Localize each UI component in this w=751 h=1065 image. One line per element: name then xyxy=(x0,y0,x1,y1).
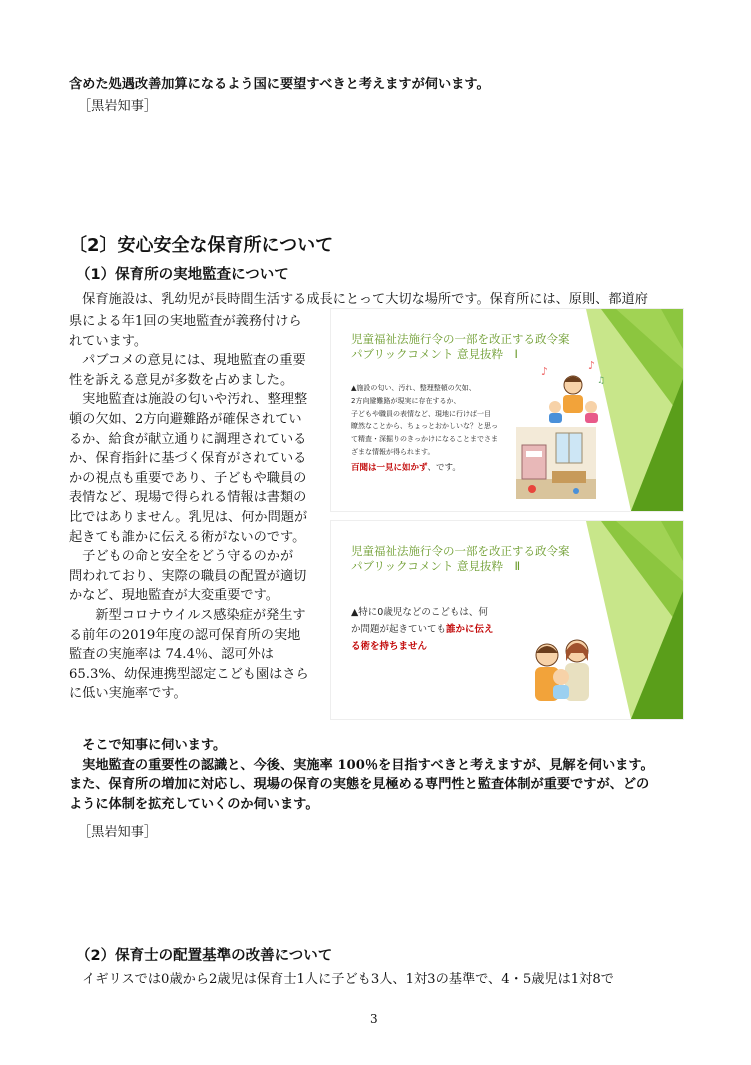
slide-1-emphasis-tail: 、です。 xyxy=(427,463,461,473)
question-line: そこで知事に伺います。 xyxy=(69,738,227,753)
answerer-label-2: ［黒岩知事］ xyxy=(78,825,158,840)
slide-1-text-line: て精査・深掘りのきっかけになることまでさま xyxy=(351,435,498,444)
intro-line: 保育施設は、乳幼児が長時間生活する成長にとって大切な場所です。保育所には、原則、都道府 xyxy=(69,292,648,307)
sub2-line: イギリスでは0歳から2歳児は保育士1人に子ども3人、1対3の基準で、4・5歳児は1対8で xyxy=(69,972,614,987)
body-line: に低い実施率です。 xyxy=(69,686,187,702)
body-line: 比ではありません。乳児は、何か問題が xyxy=(69,510,308,525)
body-line: 65.3%、幼保連携型認定こども園はさら xyxy=(69,666,309,682)
body-line: かの視点も重要であり、子どもや職員の xyxy=(69,470,307,486)
slide-1-text-line: 2方向避難路が現実に存在するか、 xyxy=(351,396,461,405)
body-line: 監査の実施率は 74.4％、認可外は xyxy=(69,647,274,663)
body-line: 起きても誰かに伝える術がないのです。 xyxy=(69,529,306,545)
body-line: 頓の欠如、2方向避難路が確保されてい xyxy=(69,412,302,427)
slide-1-text-line: 瞭然なことから、ちょっとおかしいな？と思っ xyxy=(351,422,498,431)
subsection-heading-1: （1）保育所の実地監査について xyxy=(76,267,289,283)
answerer-label: ［黒岩知事］ xyxy=(78,99,158,114)
slide-2-text-3: る術を持ちません xyxy=(351,641,428,652)
slide-2-text-2a: か問題が起きていても xyxy=(351,624,447,635)
body-line: かなど、現地監査が大変重要です。 xyxy=(69,588,279,604)
slide-1-title-1: 児童福祉法施行令の一部を改正する政令案 xyxy=(351,332,570,346)
body-line: パブコメの意見には、現地監査の重要 xyxy=(69,353,306,369)
body-line: 県による年1回の実地監査が義務付けら xyxy=(69,314,302,329)
slide-1-emphasis: 百聞は一見に如かず xyxy=(351,463,428,473)
continued-text: 含めた処遇改善加算になるよう国に要望すべきと考えますが伺います。 xyxy=(69,77,490,92)
slide-1-text-line: ざまな情報が得られます。 xyxy=(351,448,435,456)
nursery-room-icon xyxy=(516,427,596,499)
question-line: また、保育所の増加に対応し、現場の保育の実態を見極める専門性と監査体制が重要ですが、どの xyxy=(69,777,650,792)
slide-2-text-1: ▲特に0歳児などのこどもは、何 xyxy=(351,607,488,618)
slide-1-text-line: 子どもや職員の表情など、現地に行けば一目 xyxy=(351,409,491,418)
body-line: 表情など、現場で得られる情報は書類の xyxy=(69,490,307,506)
slide-1-title-2: パブリックコメント 意見抜粋 Ⅰ xyxy=(351,347,518,361)
body-line: 問われており、実際の職員の配置が適切 xyxy=(69,568,307,584)
slide-2-text-2b: 誰かに伝え xyxy=(446,624,494,635)
body-line: れています。 xyxy=(69,333,148,349)
body-line: 実地監査は施設の匂いや汚れ、整理整 xyxy=(69,392,308,408)
question-line: 実地監査の重要性の認識と、今後、実施率 100％を目指すべきと考えますが、見解を伺います。 xyxy=(69,757,654,773)
slide-1 xyxy=(330,308,684,512)
body-line: か、保育指針に基づく保育がされている xyxy=(69,451,307,467)
section-heading: 〔2〕安心安全な保育所について xyxy=(69,235,334,256)
page-number: 3 xyxy=(370,1012,378,1026)
slide-2 xyxy=(330,520,684,720)
family-illustration-icon xyxy=(533,357,608,427)
question-line: ように体制を拡充していくのか伺います。 xyxy=(69,796,319,812)
body-line: るか、給食が献立通りに調理されている xyxy=(69,431,307,447)
slide-1-text-line: ▲施設の匂い、汚れ、整理整頓の欠如、 xyxy=(351,384,476,392)
slide-2-title-2: パブリックコメント 意見抜粋 Ⅱ xyxy=(351,559,521,573)
slide-1-emphasis-line xyxy=(351,462,461,475)
slide-2-title-1: 児童福祉法施行令の一部を改正する政令案 xyxy=(351,544,570,558)
body-line: 性を訴える意見が多数を占めました。 xyxy=(69,372,294,388)
svg-text:♪: ♪ xyxy=(541,365,549,378)
subsection-heading-2: （2）保育士の配置基準の改善について xyxy=(76,948,333,964)
body-line: 子どもの命と安全をどう守るのかが xyxy=(69,549,294,565)
slide-2-text-2 xyxy=(351,621,494,638)
body-line: 新型コロナウイルス感染症が発生す xyxy=(69,608,306,623)
body-line: る前年の2019年度の認可保育所の実地 xyxy=(69,627,301,643)
svg-text:♪: ♪ xyxy=(588,359,596,372)
svg-text:♫: ♫ xyxy=(597,376,606,386)
parents-with-baby-icon xyxy=(523,631,603,711)
